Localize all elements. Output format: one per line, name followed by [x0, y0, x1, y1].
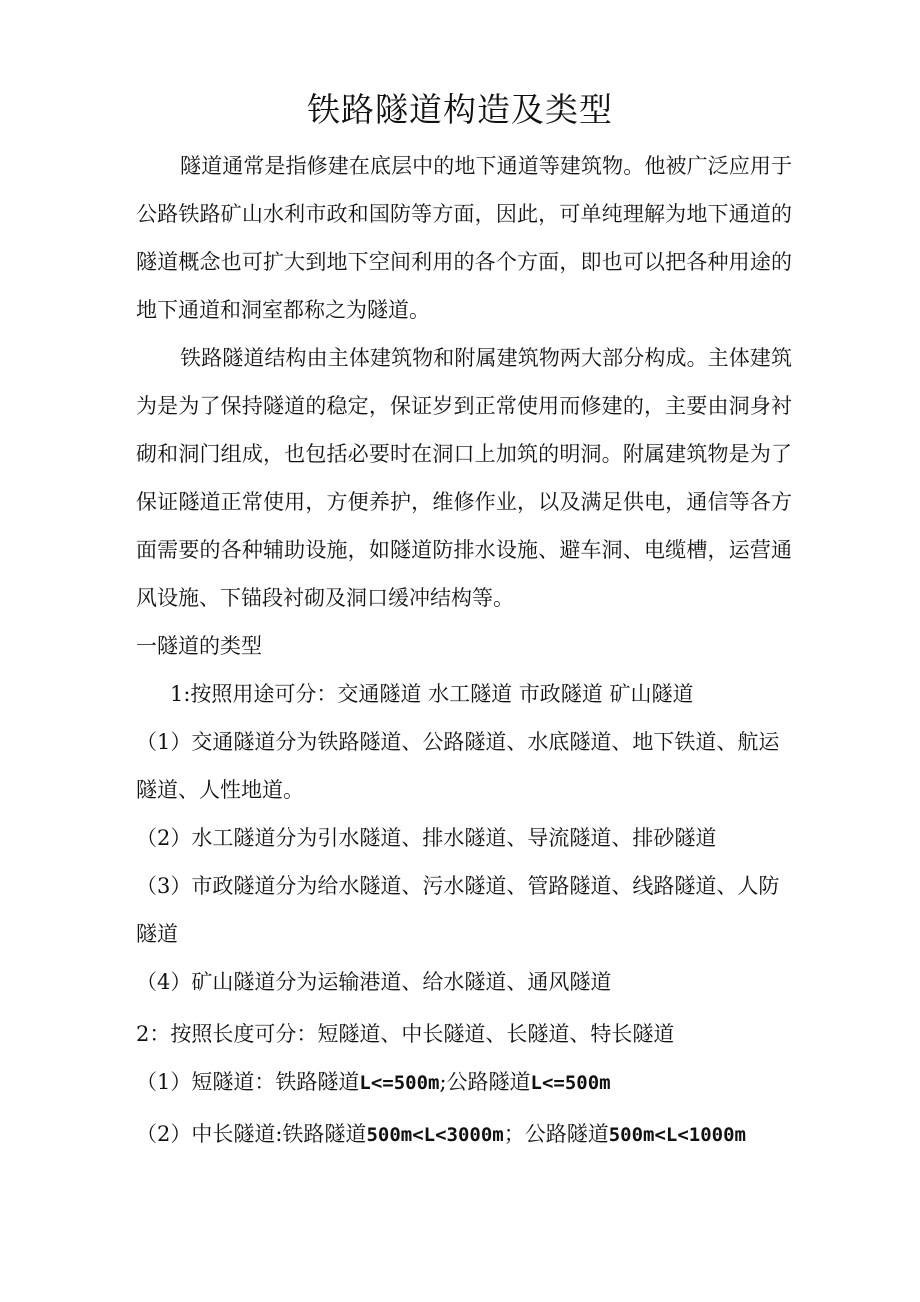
length-item-1-mid: ;公路隧道: [439, 1070, 531, 1094]
length-item-2-rail-value: 500m<L<3000m: [366, 1124, 504, 1146]
length-classification-heading: 2：按照长度可分：短隧道、中长隧道、长隧道、特长隧道: [136, 1022, 675, 1046]
intro-paragraph: 隧道通常是指修建在底层中的地下通道等建筑物。他被广泛应用于公路铁路矿山水利市政和国防等方面，因此，可单纯理解为地下通道的隧道概念也可扩大到地下空间利用的各个方面，即也可以把各种用途的地下通道和洞室都称之为隧道。: [136, 154, 792, 322]
use-item-4: （4）矿山隧道分为运输港道、给水隧道、通风隧道: [136, 970, 612, 994]
length-item-1-road-value: L<=500m: [530, 1072, 611, 1094]
use-item-3-text: （3）市政隧道分为给水隧道、污水隧道、管路隧道、线路隧道、人防隧道: [136, 874, 780, 946]
length-item-2-road-value: 500m<L<1000m: [608, 1124, 746, 1146]
length-item-1: [136, 1058, 611, 1107]
length-item-2-mid: ；公路隧道: [503, 1122, 609, 1146]
document-title: 铁路隧道构造及类型: [307, 90, 613, 129]
length-item-1-rail-value: L<=500m: [359, 1072, 440, 1094]
length-item-1-prefix: （1）短隧道：铁路隧道: [136, 1070, 360, 1094]
use-item-2: （2）水工隧道分为引水隧道、排水隧道、导流隧道、排砂隧道: [136, 826, 717, 850]
use-item-1-text: （1）交通隧道分为铁路隧道、公路隧道、水底隧道、地下铁道、航运隧道、人性地道。: [136, 730, 780, 802]
section-heading: 一隧道的类型: [136, 634, 262, 658]
length-item-2: [136, 1110, 746, 1159]
use-classification-heading: 1:按照用途可分：交通隧道 水工隧道 市政隧道 矿山隧道: [170, 682, 694, 706]
structure-paragraph: 铁路隧道结构由主体建筑物和附属建筑物两大部分构成。主体建筑为是为了保持隧道的稳定，保证岁到正常使用而修建的，主要由洞身衬砌和洞门组成，也包括必要时在洞口上加筑的明洞。附属建筑物是为了保证隧道正常使用，方便养护，维修作业，以及满足供电，通信等各方面需要的各种辅助设施，如隧道防排水设施、避车洞、电缆槽，运营通风设施、下锚段衬砌及洞口缓冲结构等。: [136, 346, 792, 610]
use-item-1: [136, 718, 792, 814]
use-item-3: [136, 862, 792, 958]
length-item-2-prefix: （2）中长隧道:铁路隧道: [136, 1122, 367, 1146]
